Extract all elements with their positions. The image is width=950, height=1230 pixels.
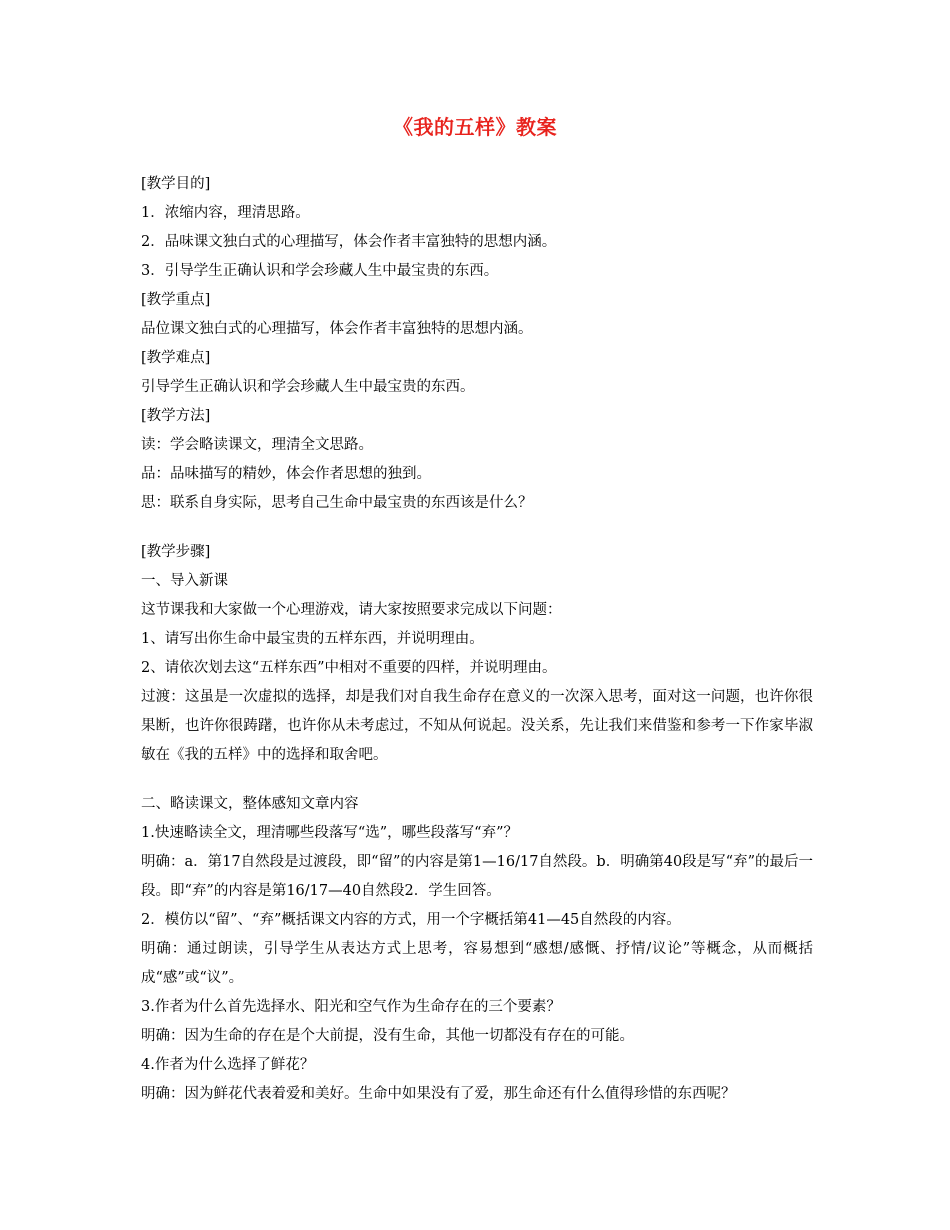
section-heading-steps: [教学步骤]	[141, 544, 211, 560]
difficulties-text: 引导学生正确认识和学会珍藏人生中最宝贵的东西。	[141, 379, 475, 395]
method-item: 品：品味描写的精妙，体会作者思想的独到。	[141, 466, 431, 482]
question-item: 3.作者为什么首先选择水、阳光和空气作为生命存在的三个要素？	[141, 999, 561, 1015]
question-item: 4.作者为什么选择了鲜花？	[141, 1057, 315, 1073]
section-heading-difficulties: [教学难点]	[141, 350, 211, 366]
question-item: 2、请依次划去这“五样东西”中相对不重要的四样，并说明理由。	[141, 660, 557, 676]
objective-item: 1．浓缩内容，理清思路。	[141, 205, 310, 221]
question-item: 2．模仿以“留”、“弃”概括课文内容的方式，用一个字概括第41—45自然段的内容。	[141, 912, 681, 928]
answer-paragraph: 明确：a．第17自然段是过渡段，即“留”的内容是第1—16/17自然段。b．明确第40段是写“弃”的最后一段。即“弃”的内容是第16/17—40自然段2．学生回答。	[141, 854, 813, 899]
key-points-text: 品位课文独白式的心理描写，体会作者丰富独特的思想内涵。	[141, 321, 533, 337]
answer-paragraph: 明确：通过朗读，引导学生从表达方式上思考，容易想到“感想/感慨、抒情/议论”等概念，从而概括成“感”或“议”。	[141, 941, 813, 986]
step-heading: 二、略读课文，整体感知文章内容	[141, 796, 359, 812]
transition-paragraph: 过渡：这虽是一次虚拟的选择，却是我们对自我生命存在意义的一次深入思考，面对这一问题，也许你很果断，也许你很踌躇，也许你从未考虑过，不知从何说起。没关系，先让我们来借鉴和参考一下作家毕淑敏在《我的五样》中的选择和取舍吧。	[141, 689, 813, 763]
method-item: 读：学会略读课文，理清全文思路。	[141, 437, 373, 453]
section-heading-methods: [教学方法]	[141, 408, 211, 424]
body-paragraph: 这节课我和大家做一个心理游戏，请大家按照要求完成以下问题：	[141, 602, 562, 618]
question-item: 1.快速略读全文，理清哪些段落写“选”，哪些段落写“弃”？	[141, 825, 518, 841]
objective-item: 2．品味课文独白式的心理描写，体会作者丰富独特的思想内涵。	[141, 234, 557, 250]
document-title: 《我的五样》教案	[393, 115, 557, 139]
section-heading-objectives: [教学目的]	[141, 176, 211, 192]
answer-paragraph: 明确：因为生命的存在是个大前提，没有生命，其他一切都没有存在的可能。	[141, 1028, 634, 1044]
step-heading: 一、导入新课	[141, 573, 228, 589]
objective-item: 3．引导学生正确认识和学会珍藏人生中最宝贵的东西。	[141, 263, 499, 279]
question-item: 1、请写出你生命中最宝贵的五样东西，并说明理由。	[141, 631, 484, 647]
method-item: 思：联系自身实际，思考自己生命中最宝贵的东西该是什么？	[141, 495, 533, 511]
spacer	[141, 770, 813, 790]
section-heading-key-points: [教学重点]	[141, 292, 211, 308]
spacer	[141, 518, 813, 538]
document-body	[141, 170, 813, 1109]
answer-paragraph: 明确：因为鲜花代表着爱和美好。生命中如果没有了爱，那生命还有什么值得珍惜的东西呢？	[141, 1086, 736, 1102]
